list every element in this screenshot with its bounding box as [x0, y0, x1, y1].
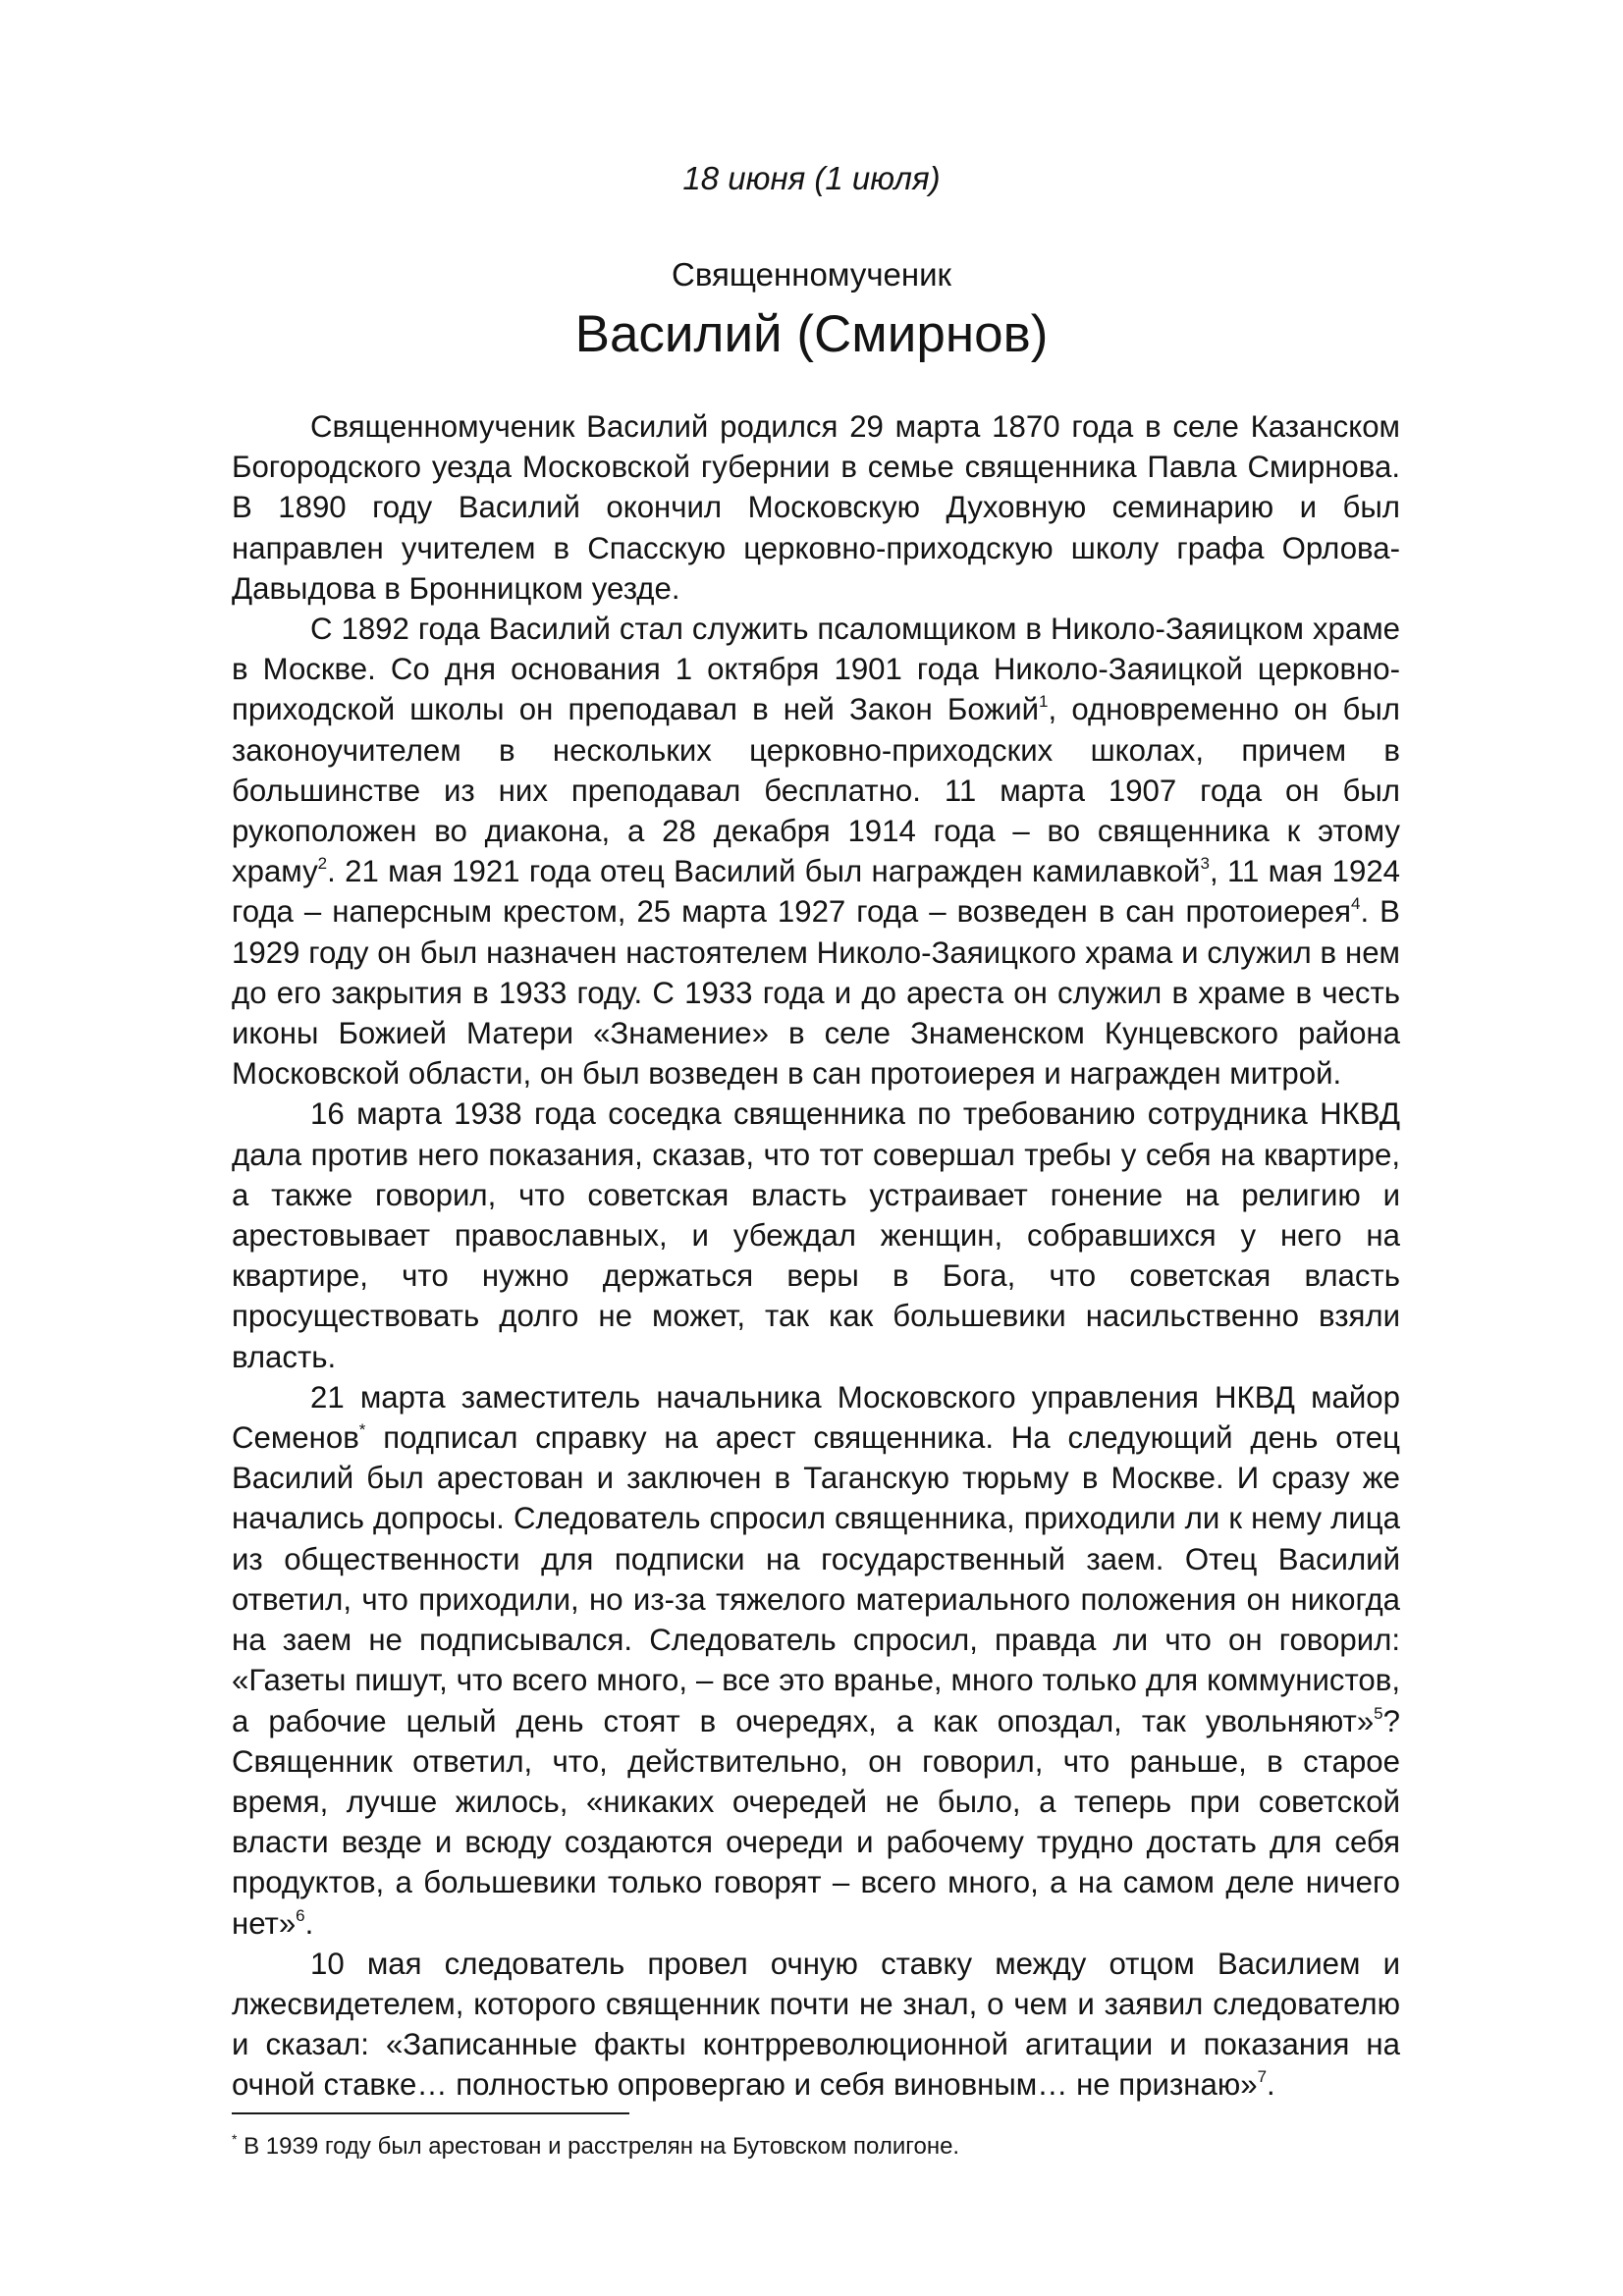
page-date-heading: 18 июня (1 июля)	[682, 160, 941, 196]
footnote-ref-star: *	[358, 1420, 366, 1440]
paragraph-4	[232, 1377, 1400, 1944]
paragraph-1: Священномученик Василий родился 29 марта 1870 года в селе Казанском Богородского уезда Московской губернии в семье священника Павла Смирнова. В 1890 году Василий окончил Московскую Духовную семинарию и был направлен учителем в Спасскую церковно-приходскую школу графа Орлова-Давыдова в Бронницком уезде.	[232, 409, 1400, 606]
footnote-separator	[232, 2112, 629, 2114]
article-body	[232, 406, 1400, 2106]
footnote	[232, 2131, 1400, 2163]
paragraph-2-text-e: . В 1929 году он был назначен настоятелем Николо-Заяицкого храма и служил в нем до его закрытия в 1933 году. С 1933 года и до ареста он служил в храме в честь иконы Божией Матери «Знамение» в селе Знаменском Кунцевского района Московской области, он был возведен в сан протоиерея и награжден митрой.	[232, 894, 1400, 1092]
paragraph-4-text-c: ? Священник ответил, что, действительно, он говорил, что раньше, в старое время, лучше жилось, «никаких очередей не было, а теперь при советской власти везде и всюду создаются очереди и рабочему трудно достать для себя продуктов, а большевики только говорят – всего много, а на самом деле ничего нет»	[232, 1703, 1400, 1941]
footnote-marker: *	[232, 2131, 238, 2147]
footnote-ref-7: 7	[1257, 2067, 1268, 2087]
saint-rank-heading: Священномученик	[672, 256, 951, 293]
paragraph-4-text-d: .	[304, 1905, 314, 1941]
footnote-ref-6: 6	[296, 1905, 305, 1925]
paragraph-4-text-a: 21 марта заместитель начальника Московского управления НКВД майор Семенов	[232, 1379, 1400, 1456]
footnote-ref-1: 1	[1039, 692, 1049, 712]
paragraph-3: 16 марта 1938 года соседка священника по требованию сотрудника НКВД дала против него показания, сказав, что тот совершал требы у себя на квартире, а также говорил, что советская власть устраивает гонение на религию и арестовывает православных, и убеждал женщин, собравшихся у него на квартире, что нужно держаться веры в Бога, что советская власть просуществовать долго не может, так как большевики насильственно взяли власть.	[232, 1096, 1400, 1374]
footnote-text: В 1939 году был арестован и расстрелян на Бутовском полигоне.	[237, 2133, 960, 2160]
footnote-ref-3: 3	[1200, 854, 1210, 874]
footnote-ref-4: 4	[1351, 894, 1361, 914]
paragraph-2-text-c: . 21 мая 1921 года отец Василий был награжден камилавкой	[327, 854, 1201, 889]
paragraph-2-text-d: , 11 мая 1924 года – наперсным крестом, 25 марта 1927 года – возведен в сан протоиерея	[232, 854, 1401, 930]
footnote-ref-2: 2	[317, 854, 328, 874]
saint-name-heading: Василий (Смирнов)	[574, 305, 1049, 363]
paragraph-5-text-b: .	[1267, 2067, 1275, 2103]
paragraph-2-text-b: , одновременно он был законоучителем в нескольких церковно-приходских школах, причем в большинстве из них преподавал бесплатно. 11 марта 1907 года он был рукоположен во диакона, а 28 декабря 1914 года – во священника к этому храму	[232, 692, 1400, 889]
paragraph-5-text-a: 10 мая следователь провел очную ставку между отцом Василием и лжесвидетелем, которого священник почти не знал, о чем и заявил следователю и сказал: «Записанные факты контрреволюционной агитации и показания на очной ставке… полностью опровергаю и себя виновным… не признаю»	[232, 1946, 1400, 2103]
paragraph-2-text-a: С 1892 года Василий стал служить псаломщиком в Николо-Заяицком храме в Москве. Со дня основания 1 октября 1901 года Николо-Заяицкой церковно-приходской школы он преподавал в ней Закон Божий	[232, 612, 1400, 727]
paragraph-2	[232, 609, 1400, 1094]
paragraph-4-text-b: подписал справку на арест священника. На следующий день отец Василий был арестован и заключен в Таганскую тюрьму в Москве. И сразу же начались допросы. Следователь спросил священника, приходили ли к нему лица из общественности для подписки на государственный заем. Отец Василий ответил, что приходили, но из-за тяжелого материального положения он никогда на заем не подписывался. Следователь спросил, правда ли что он говорил: «Газеты пишут, что всего много, – все это вранье, много только для коммунистов, а рабочие целый день стоят в очередях, а как опоздал, так увольняют»	[232, 1420, 1400, 1738]
footnote-ref-5: 5	[1374, 1703, 1383, 1723]
paragraph-5	[232, 1944, 1400, 2106]
